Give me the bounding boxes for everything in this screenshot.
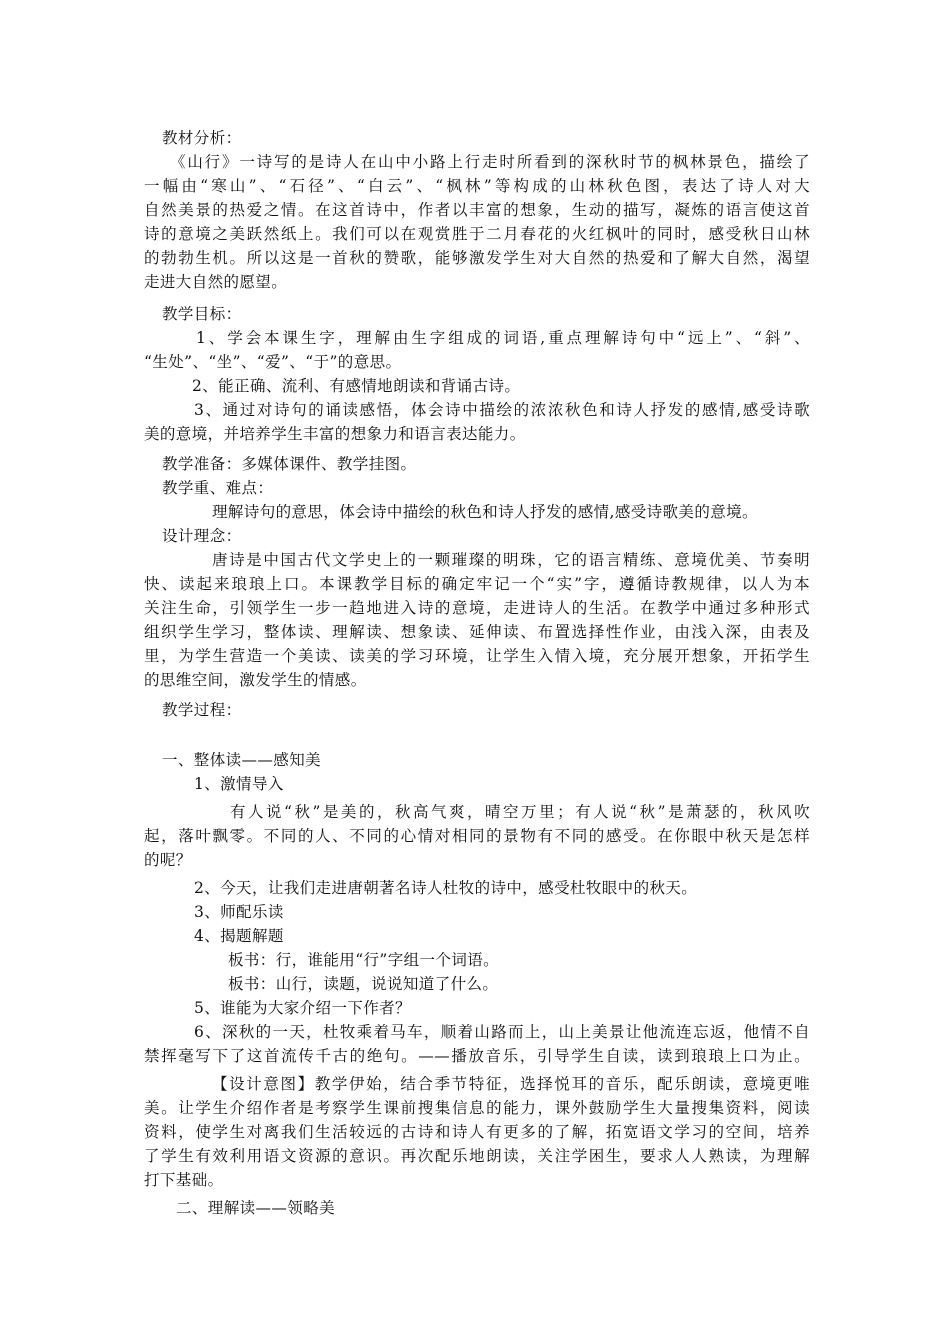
step-item: 3、师配乐读 [194,903,284,921]
paragraph-line: 诗的意境之美跃然纸上。我们可以在观赏胜于二月春花的火红枫叶的同时，感受秋日山林 [144,225,810,243]
paragraph-line: 《山行》一诗写的是诗人在山中小路上行走时所看到的深秋时节的枫林景色，描绘了 [170,153,810,171]
step-item: 6、深秋的一天，杜牧乘着马车，顺着山路而上，山上美景让他流连忘返，他情不自 [194,1023,810,1041]
goal-item: 2、能正确、流利、有感情地朗读和背诵古诗。 [192,377,521,395]
paragraph-line: 起，落叶飘零。不同的人、不同的心情对相同的景物有不同的感受。在你眼中秋天是怎样 [144,827,810,845]
paragraph-line: 打下基础。 [144,1171,224,1189]
heading-teaching-goals: 教学目标： [162,305,242,323]
goal-item: 1、学会本课生字，理解由生字组成的词语,重点理解诗句中“远上”、“斜”、 [196,329,810,347]
paragraph-line: 自然美景的热爱之情。在这首诗中，作者以丰富的想象，生动的描写，凝炼的语言使这首 [144,201,810,219]
paragraph-line: 有人说“秋”是美的，秋高气爽，晴空万里；有人说“秋”是萧瑟的，秋风吹 [230,803,810,821]
goal-item: 3、通过对诗句的诵读感悟，体会诗中描绘的浓浓秋色和诗人抒发的感情,感受诗歌 [194,401,810,419]
paragraph-line: 禁挥毫写下了这首流传千古的绝句。——播放音乐，引导学生自读，读到琅琅上口为止。 [144,1047,810,1065]
design-intent-line: 【设计意图】教学伊始，结合季节特征，选择悦耳的音乐，配乐朗读，意境更唯 [212,1075,810,1093]
paragraph-line: 唐诗是中国古代文学史上的一颗璀璨的明珠，它的语言精练、意境优美、节奏明 [212,551,810,569]
paragraph-line: 走进大自然的愿望。 [144,273,288,291]
paragraph-line: 组织学生学习，整体读、理解读、想象读、延伸读、布置选择性作业，由浅入深，由表及 [144,623,810,641]
board-note: 板书：行，谁能用“行”字组一个词语。 [228,951,500,969]
teaching-preparation: 教学准备：多媒体课件、教学挂图。 [162,455,417,473]
key-points-text: 理解诗句的意思，体会诗中描绘的秋色和诗人抒发的感情,感受诗歌美的意境。 [212,503,758,521]
goal-item-continued: 美的意境，并培养学生丰富的想象力和语言表达能力。 [144,425,526,443]
step-item: 5、谁能为大家介绍一下作者？ [194,999,411,1017]
paragraph-line: 一幅由“寒山”、“石径”、“白云”、“枫林”等构成的山林秋色图，表达了诗人对大 [144,177,810,195]
step-item: 2、今天，让我们走进唐朝著名诗人杜牧的诗中，感受杜牧眼中的秋天。 [194,879,698,897]
heading-key-points: 教学重、难点： [162,479,274,497]
heading-design-concept: 设计理念： [162,527,242,545]
paragraph-line: 资料，使学生对离我们生活较远的古诗和诗人有更多的了解，拓宽语文学习的空间，培养 [144,1123,810,1141]
goal-item-continued: “生处”、“坐”、“爱”、“于”的意思。 [144,353,402,371]
board-note: 板书：山行，读题，说说知道了什么。 [228,975,499,993]
paragraph-line: 了学生有效利用语文资源的意识。再次配乐地朗读，关注学困生，要求人人熟读，为理解 [144,1147,810,1165]
step-item: 1、激情导入 [194,775,284,793]
paragraph-line: 的呢？ [144,851,192,869]
heading-teaching-process: 教学过程： [162,701,242,719]
step-item: 4、揭题解题 [194,927,284,945]
paragraph-line: 快、读起来琅琅上口。本课教学目标的确定牢记一个“实”字，遵循诗教规律，以人为本 [144,575,810,593]
paragraph-line: 里，为学生营造一个美读、读美的学习环境，让学生入情入境，充分展开想象，开拓学生 [144,647,810,665]
paragraph-line: 的勃勃生机。所以这是一首秋的赞歌，能够激发学生对大自然的热爱和了解大自然，渴望 [144,249,810,267]
paragraph-line: 美。让学生介绍作者是考察学生课前搜集信息的能力，课外鼓励学生大量搜集资料，阅读 [144,1099,810,1117]
paragraph-line: 的思维空间，激发学生的情感。 [144,671,367,689]
section-heading: 一、整体读——感知美 [162,751,322,769]
section-heading: 二、理解读——领略美 [176,1199,336,1217]
paragraph-line: 关注生命，引领学生一步一趋地进入诗的意境，走进诗人的生活。在教学中通过多种形式 [144,599,810,617]
heading-material-analysis: 教材分析： [162,129,242,147]
